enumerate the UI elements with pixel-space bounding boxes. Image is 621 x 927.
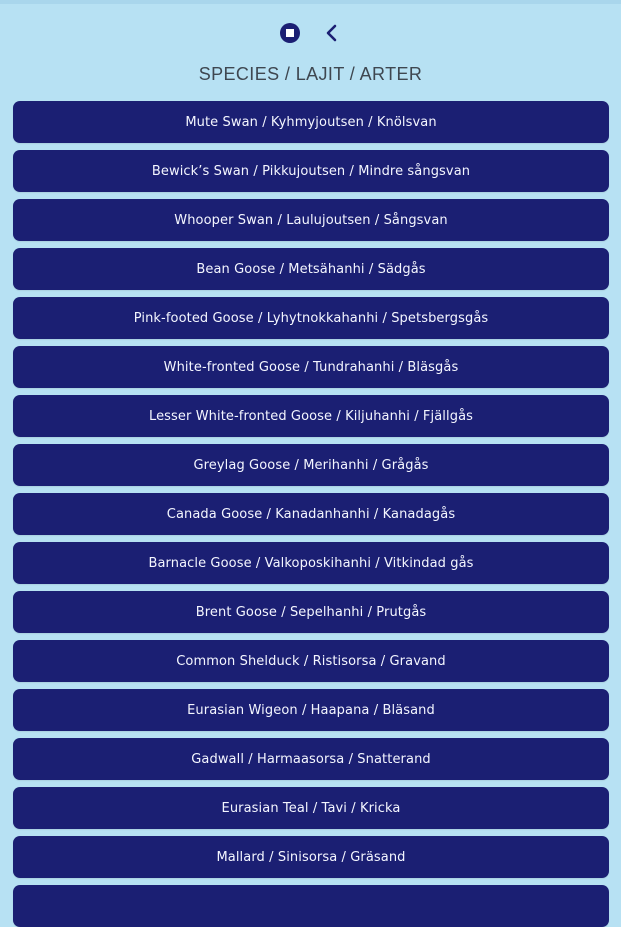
- species-item[interactable]: [13, 346, 609, 388]
- species-label: Barnacle Goose / Valkoposkihanhi / Vitkindad gås: [148, 555, 474, 571]
- species-label: Gadwall / Harmaasorsa / Snatterand: [191, 751, 431, 767]
- species-label: Bean Goose / Metsähanhi / Sädgås: [196, 261, 426, 277]
- species-item[interactable]: [13, 591, 609, 633]
- species-item[interactable]: [13, 542, 609, 584]
- species-item-partial[interactable]: [13, 885, 609, 927]
- back-button[interactable]: [317, 20, 347, 50]
- species-item[interactable]: [13, 199, 609, 241]
- species-label: Brent Goose / Sepelhanhi / Prutgås: [195, 604, 427, 620]
- species-item[interactable]: [13, 689, 609, 731]
- species-label: Greylag Goose / Merihanhi / Grågås: [193, 457, 429, 473]
- species-label: Whooper Swan / Laulujoutsen / Sångsvan: [174, 212, 448, 228]
- species-item[interactable]: [13, 248, 609, 290]
- species-item[interactable]: [13, 738, 609, 780]
- species-label: Lesser White-fronted Goose / Kiljuhanhi / Fjällgås: [148, 408, 474, 424]
- page-title: SPECIES / LAJIT / ARTER: [198, 64, 423, 84]
- species-label: Common Shelduck / Ristisorsa / Gravand: [176, 653, 446, 669]
- stop-circle-icon: [278, 21, 302, 49]
- species-label: Mute Swan / Kyhmyjoutsen / Knölsvan: [185, 114, 437, 130]
- species-label: Eurasian Wigeon / Haapana / Bläsand: [187, 702, 435, 718]
- species-item[interactable]: [13, 150, 609, 192]
- species-list: [13, 101, 609, 927]
- chevron-left-icon: [320, 21, 344, 49]
- species-label: Mallard / Sinisorsa / Gräsand: [216, 849, 406, 865]
- species-item[interactable]: [13, 297, 609, 339]
- species-label: Bewick’s Swan / Pikkujoutsen / Mindre sångsvan: [151, 163, 471, 179]
- species-item[interactable]: [13, 640, 609, 682]
- header: [0, 20, 621, 50]
- species-item[interactable]: [13, 493, 609, 535]
- species-item[interactable]: [13, 101, 609, 143]
- species-label: Eurasian Teal / Tavi / Kricka: [221, 800, 401, 816]
- stop-button[interactable]: [275, 20, 305, 50]
- species-label: White-fronted Goose / Tundrahanhi / Bläsgås: [163, 359, 459, 375]
- species-label: Pink-footed Goose / Lyhytnokkahanhi / Spetsbergsgås: [133, 310, 489, 326]
- species-item[interactable]: [13, 444, 609, 486]
- species-item[interactable]: [13, 787, 609, 829]
- species-item[interactable]: [13, 395, 609, 437]
- top-strip: [0, 0, 621, 4]
- species-label: Canada Goose / Kanadanhanhi / Kanadagås: [166, 506, 456, 522]
- species-item[interactable]: [13, 836, 609, 878]
